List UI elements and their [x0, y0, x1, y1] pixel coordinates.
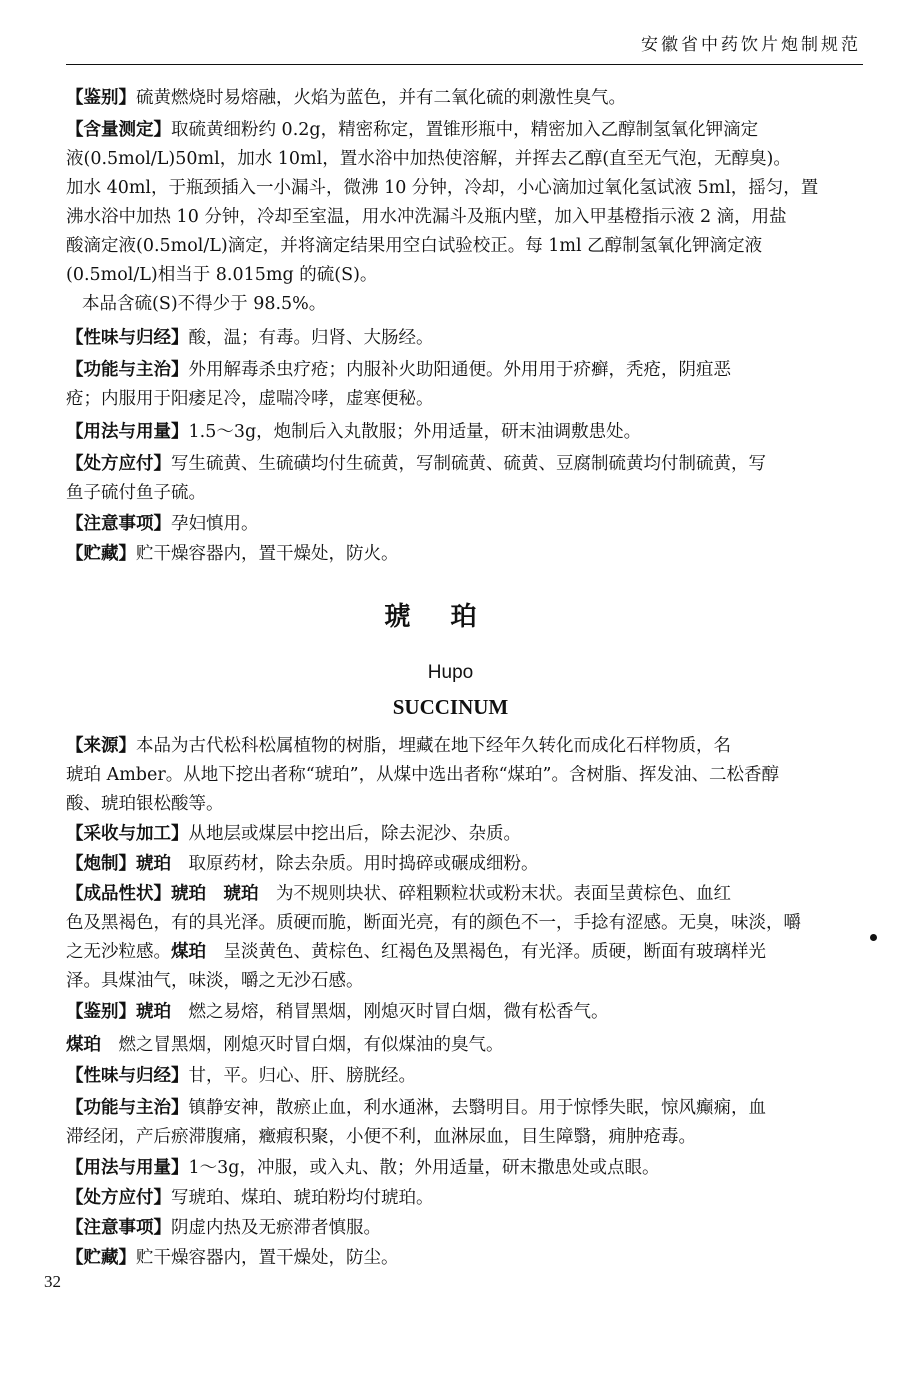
paragraph-line: 泽。具煤油气，味淡，嚼之无沙石感。	[66, 971, 364, 991]
term-amber: 琥珀	[223, 884, 259, 904]
monograph-title-pinyin: Hupo	[427, 662, 474, 683]
section-label: 【来源】	[66, 736, 136, 756]
paragraph-line: 疮；内服用于阳痿足冷，虚喘冷哮，虚寒便秘。	[66, 389, 434, 409]
paragraph-line: (0.5mol/L)相当于 8.015mg 的硫(S)。	[66, 265, 378, 285]
sulfur-storage	[66, 540, 850, 569]
sulfur-nature-meridian	[66, 324, 850, 353]
paragraph-text: 甘，平。归心、肝、膀胱经。	[188, 1066, 416, 1086]
paragraph-line: 写生硫黄、生硫磺均付生硫黄，写制硫黄、硫黄、豆腐制硫黄均付制硫黄，写	[171, 454, 766, 474]
paragraph-text: 硫黄燃烧时易熔融，火焰为蓝色，并有二氧化硫的刺激性臭气。	[136, 88, 626, 108]
section-label: 【炮制】	[66, 854, 136, 874]
monograph-title-chinese: 琥珀	[384, 602, 517, 632]
paragraph-text: 贮干燥容器内，置干燥处，防火。	[136, 544, 399, 564]
amber-source	[66, 732, 850, 819]
section-label: 【采收与加工】	[66, 824, 189, 844]
section-label: 【用法与用量】	[66, 422, 189, 442]
paragraph-line: 取硫黄细粉约 0.2g，精密称定，置锥形瓶中，精密加入乙醇制氢氧化钾滴定	[171, 120, 759, 140]
paragraph-text: 从地层或煤层中挖出后，除去泥沙、杂质。	[188, 824, 521, 844]
paragraph-line: 鱼子硫付鱼子硫。	[66, 483, 206, 503]
section-label: 【贮藏】	[66, 544, 136, 564]
amber-prescription	[66, 1184, 850, 1213]
amber-function	[66, 1094, 850, 1152]
paragraph-line: 琥珀 Amber。从地下挖出者称“琥珀”，从煤中选出者称“煤珀”。含树脂、挥发油、二松香醇	[66, 765, 780, 785]
paragraph-line: 本品为古代松科松属植物的树脂，埋藏在地下经年久转化而成化石样物质，名	[136, 736, 731, 756]
section-label: 【成品性状】	[66, 884, 171, 904]
term-amber: 琥珀	[136, 1002, 171, 1022]
section-label: 【贮藏】	[66, 1248, 136, 1268]
paragraph-text: 燃之易熔，稍冒黑烟，刚熄灭时冒白烟，微有松香气。	[171, 1002, 609, 1022]
amber-processing	[66, 850, 850, 879]
amber-storage	[66, 1244, 850, 1273]
paragraph-line: 沸水浴中加热 10 分钟，冷却至室温，用水冲洗漏斗及瓶内壁，加入甲基橙指示液 2 滴，用盐	[66, 207, 787, 227]
sulfur-dosage	[66, 418, 850, 447]
header-rule	[66, 64, 863, 65]
amber-collection	[66, 820, 850, 849]
paragraph-text: 呈淡黄色、黄棕色、红褐色及黑褐色，有光泽。质硬，断面有玻璃样光	[206, 942, 766, 962]
paragraph-line: 外用解毒杀虫疗疮；内服补火助阳通便。外用用于疥癣，秃疮，阴疽恶	[188, 360, 731, 380]
section-label: 【注意事项】	[66, 1218, 171, 1238]
sulfur-function	[66, 356, 850, 414]
section-label: 【鉴别】	[66, 88, 136, 108]
paragraph-line: 镇静安神，散瘀止血，利水通淋，去翳明目。用于惊悸失眠，惊风癫痫，血	[188, 1098, 766, 1118]
page-header	[0, 0, 901, 66]
paragraph-text: 1～3g，冲服，或入丸、散；外用适量，研末撒患处或点眼。	[188, 1158, 660, 1178]
section-label: 【功能与主治】	[66, 1098, 189, 1118]
term-coal-amber: 煤珀	[171, 942, 206, 962]
section-label: 【功能与主治】	[66, 360, 189, 380]
section-label: 【处方应付】	[66, 1188, 171, 1208]
page-number: 32	[44, 1272, 61, 1291]
term-coal-amber: 煤珀	[66, 1035, 101, 1055]
amber-identification	[66, 998, 850, 1060]
paragraph-line: 加水 40ml，于瓶颈插入一小漏斗，微沸 10 分钟，冷却，小心滴加过氧化氢试液 5ml，摇匀，置	[66, 178, 819, 198]
paragraph-text: 之无沙粒感。	[66, 942, 171, 962]
paragraph-line: 为不规则块状、碎粗颗粒状或粉末状。表面呈黄棕色、血红	[258, 884, 731, 904]
amber-dosage	[66, 1154, 850, 1183]
paragraph-text: 阴虚内热及无瘀滞者慎服。	[171, 1218, 381, 1238]
paragraph-line: 本品含硫(S)不得少于 98.5%。	[82, 294, 327, 314]
section-label: 【性味与归经】	[66, 328, 189, 348]
paragraph-line: 滞经闭，产后瘀滞腹痛，癥瘕积聚，小便不利，血淋尿血，目生障翳，痈肿疮毒。	[66, 1127, 696, 1147]
section-label: 【含量测定】	[66, 120, 171, 140]
paragraph-text: 孕妇慎用。	[171, 514, 259, 534]
section-label: 【性味与归经】	[66, 1066, 189, 1086]
section-label: 【注意事项】	[66, 514, 171, 534]
paragraph-text: 酸，温；有毒。归肾、大肠经。	[188, 328, 434, 348]
term-amber: 琥珀	[136, 854, 171, 874]
paragraph-text: 燃之冒黑烟，刚熄灭时冒白烟，有似煤油的臭气。	[101, 1035, 504, 1055]
paragraph-line: 液(0.5mol/L)50ml，加水 10ml，置水浴中加热使溶解，并挥去乙醇(直至无气泡，无醇臭)。	[66, 149, 791, 169]
running-header-title: 安徽省中药饮片炮制规范	[641, 35, 861, 55]
amber-precautions	[66, 1214, 850, 1243]
paragraph-text: 写琥珀、煤珀、琥珀粉均付琥珀。	[171, 1188, 434, 1208]
paragraph-line: 酸、琥珀银松酸等。	[66, 794, 224, 814]
section-label: 【处方应付】	[66, 454, 171, 474]
amber-nature-meridian	[66, 1062, 850, 1091]
sulfur-prescription	[66, 450, 850, 508]
section-label: 【用法与用量】	[66, 1158, 189, 1178]
ink-dot	[870, 934, 877, 941]
sulfur-assay	[66, 116, 850, 319]
term-amber: 琥珀	[171, 884, 206, 904]
section-label: 【鉴别】	[66, 1002, 136, 1022]
paragraph-text: 取原药材，除去杂质。用时捣碎或碾成细粉。	[171, 854, 539, 874]
paragraph-text: 1.5～3g，炮制后入丸散服；外用适量，研末油调敷患处。	[188, 422, 642, 442]
paragraph-line: 色及黑褐色，有的具光泽。质硬而脆，断面光亮，有的颜色不一，手捻有涩感。无臭，味淡，嚼	[66, 913, 801, 933]
monograph-title-latin: SUCCINUM	[392, 695, 509, 719]
paragraph-text: 贮干燥容器内，置干燥处，防尘。	[136, 1248, 399, 1268]
paragraph-line: 酸滴定液(0.5mol/L)滴定，并将滴定结果用空白试验校正。每 1ml 乙醇制氢氧化钾滴定液	[66, 236, 763, 256]
sulfur-precautions	[66, 510, 850, 539]
amber-characteristics	[66, 880, 850, 996]
sulfur-identification	[66, 84, 850, 113]
